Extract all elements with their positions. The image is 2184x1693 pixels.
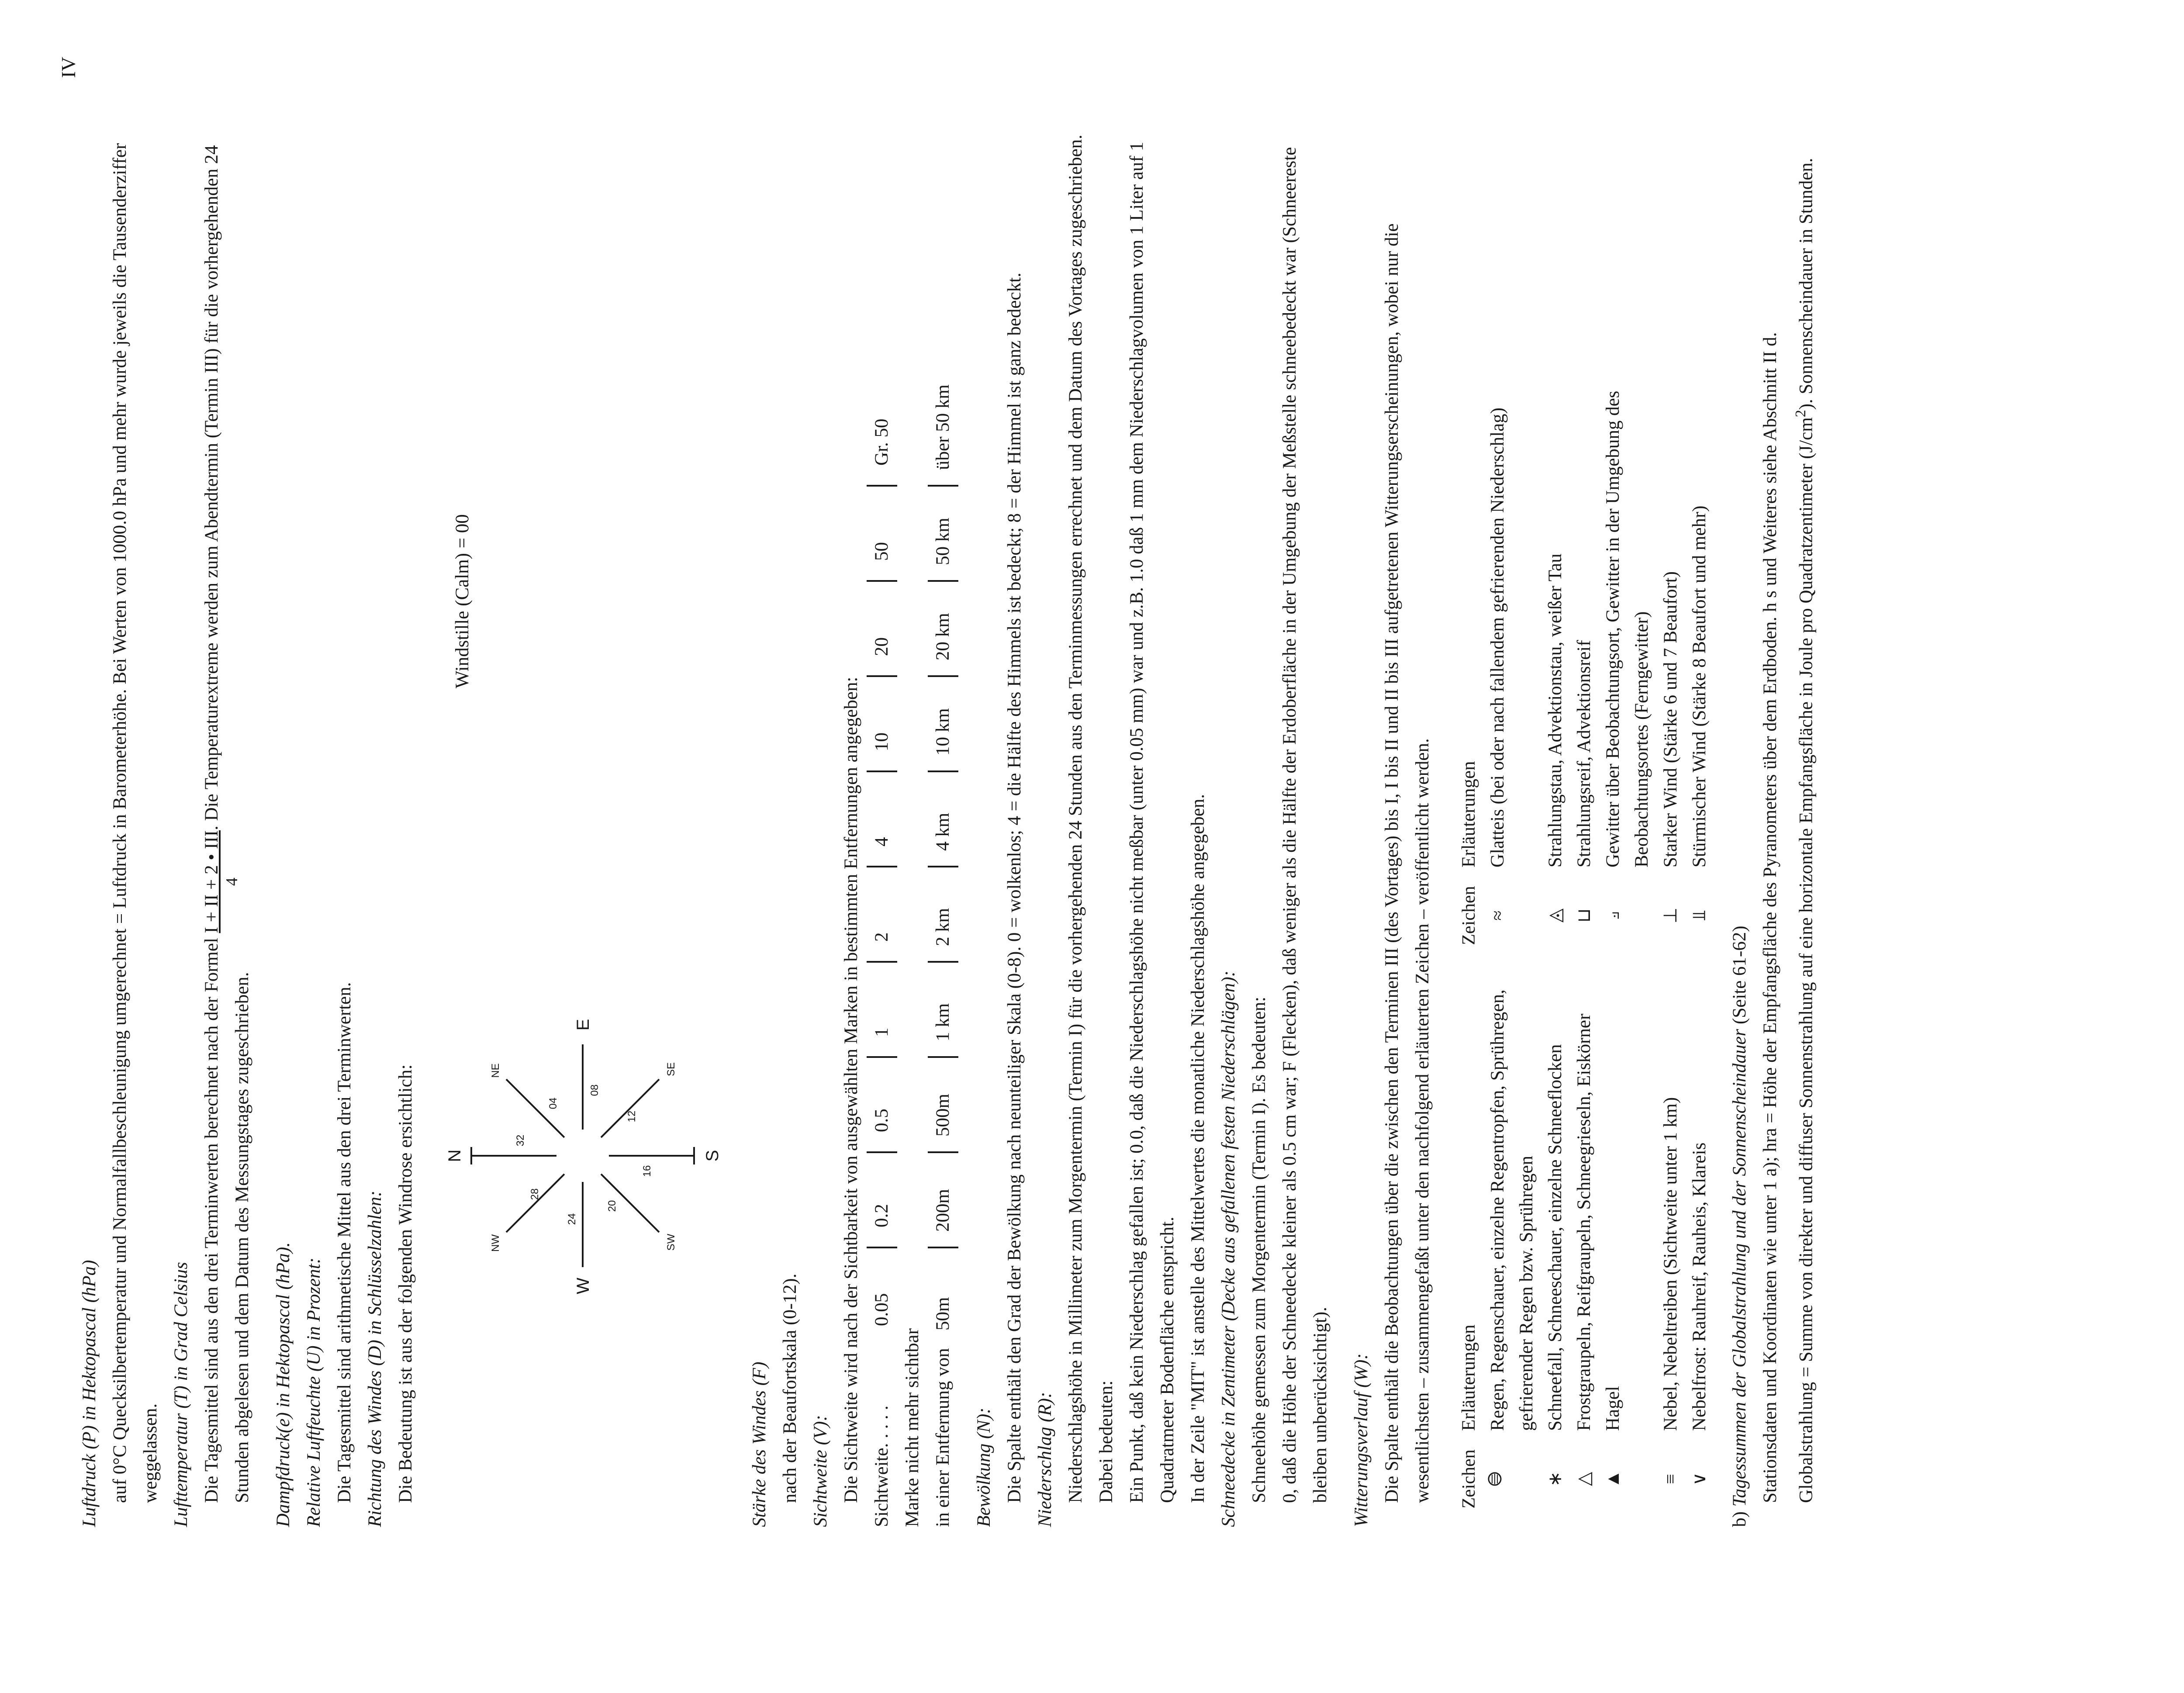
rose-label-s: S <box>703 1150 722 1162</box>
globalstrahlung-text-2 <box>1786 129 1821 1527</box>
visibility-distance: 2 km <box>928 867 958 963</box>
visibility-distance: 4 km <box>928 772 958 867</box>
visibility-row-label: in einer Entfernung von <box>933 1348 953 1527</box>
globalstrahlung-heading-prefix: b) <box>1729 1506 1750 1527</box>
witterungsverlauf-heading: Witterungsverlauf (W): <box>1351 1353 1372 1527</box>
snow-symbol-icon: ∗ <box>1545 1471 1565 1487</box>
visibility-table <box>867 129 958 1527</box>
windrichtung-text: Die Bedeutung ist aus der folgenden Windrose ersichtlich: <box>395 1064 416 1503</box>
rose-code-se: 12 <box>626 1110 638 1123</box>
lufttemperatur-text <box>197 129 258 1527</box>
rose-label-se: SE <box>665 1062 677 1077</box>
visibility-value: 0.2 <box>867 1153 897 1248</box>
page-number: IV <box>57 57 79 78</box>
visibility-row-label: Marke nicht mehr sichtbar <box>902 1328 923 1527</box>
niederschlag-text-3: In der Zeile "MIT" ist anstelle des Mittelwertes die monatliche Niederschlagshöhe angegeben. <box>1188 794 1208 1503</box>
sichtweite-text: Die Sichtweite wird nach der Sichtbarkeit von ausgewählten Marken in bestimmten Entfernungen angegeben: <box>841 677 861 1503</box>
niederschlag-text-1: Niederschlagshöhe in Millimeter zum Morgentermin (Termin I) für die vorhergehenden 24 Stunden aus den Terminmessungen errechnet und dem Datum des Vortages zugeschrieben. Dabei bedeuten: <box>1065 135 1116 1503</box>
symbols-header-desc: Erläuterungen <box>1458 761 1479 867</box>
schneedecke-text-1: Schneehöhe gemessen zum Morgentermin (Termin I). Es bedeuten: <box>1249 996 1269 1503</box>
rose-line-se <box>601 1079 659 1137</box>
symbol-description: Hagel <box>1603 1386 1623 1431</box>
rose-label-n: N <box>445 1149 464 1162</box>
rose-line-nw <box>506 1174 564 1232</box>
globalstrahlung-heading-italic: Tagessummen der Globalstrahlung und der Sonnenscheindauer <box>1729 1029 1750 1507</box>
lufttemperatur-text-before: Die Tagesmittel sind aus den drei Terminwerten berechnet nach der Formel <box>201 938 222 1503</box>
schneedecke-text-2: 0, daß die Höhe der Schneedecke kleiner als 0.5 cm war; F (Flecken), daß weniger als die Hälfte der Erdoberfläche in der Umgebung der Meßstelle schneebedeckt war (Schneereste bleiben unberücksichtigt). <box>1279 147 1330 1503</box>
globalstrahlung-heading-suffix: (Seite 61-62) <box>1729 926 1750 1029</box>
rain-symbol-icon <box>1483 1431 1541 1527</box>
weather-symbols-table <box>1455 129 1714 1527</box>
visibility-value: 20 <box>867 582 897 677</box>
windrichtung-heading: Richtung des Windes (D) in Schlüsselzahlen: <box>365 1190 385 1527</box>
formula-denominator: 4 <box>223 878 241 886</box>
rose-code-n: 32 <box>515 1134 526 1147</box>
niederschlag-heading: Niederschlag (R): <box>1035 1392 1055 1527</box>
wind-rose-diagram <box>430 1003 736 1309</box>
visibility-distance: über 50 km <box>928 391 958 487</box>
rose-code-e: 08 <box>589 1084 601 1096</box>
sichtweite-heading: Sichtweite (V): <box>810 1415 831 1527</box>
symbol-description: Stürmischer Wind (Stärke 8 Beaufort und mehr) <box>1689 505 1710 867</box>
visibility-value: 0.05 <box>871 1293 892 1326</box>
rose-code-s: 16 <box>641 1165 653 1177</box>
windstaerke-text: nach der Beaufortskala (0-12). <box>780 1273 800 1503</box>
temperature-formula <box>197 830 241 933</box>
wind-rose-area <box>430 129 744 1527</box>
rose-label-sw: SW <box>665 1233 677 1251</box>
rose-code-w: 24 <box>566 1213 578 1225</box>
visibility-value: Gr. 50 <box>867 391 897 487</box>
hail-symbol-icon: ▲ <box>1603 1470 1623 1488</box>
relative-feuchte-text: Die Tagesmittel sind arithmetische Mittel aus den drei Terminwerten. <box>334 982 355 1503</box>
luftdruck-heading: Luftdruck (P) in Hektopascal (hPa) <box>79 1260 100 1527</box>
symbol-description: Nebelfrost: Rauhreif, Rauheis, Klareis <box>1689 1142 1710 1431</box>
rime-symbol-icon: ∨ <box>1690 1472 1710 1486</box>
bewoelkung-heading: Bewölkung (N): <box>974 1407 994 1527</box>
rose-label-ne: NE <box>490 1063 501 1078</box>
graupel-symbol-icon: △ <box>1574 1472 1594 1486</box>
visibility-distance: 500m <box>928 1058 958 1153</box>
symbol-description: Regen, Regenschauer, einzelne Regentropfen, Sprühregen, gefrierender Regen bzw. Sprühregen <box>1487 989 1537 1431</box>
visibility-distance: 200m <box>928 1153 958 1248</box>
symbol-description: Strahlungstau, Advektionstau, weißer Tau <box>1545 553 1565 867</box>
visibility-value: 1 <box>867 963 897 1058</box>
relative-feuchte-heading: Relative Luftfeuchte (U) in Prozent: <box>304 1258 324 1527</box>
rose-label-nw: NW <box>490 1234 501 1252</box>
symbol-description: Strahlungsreif, Advektionsreif <box>1574 640 1594 867</box>
dampfdruck-heading: Dampfdruck(e) in Hektopascal (hPa). <box>273 1242 294 1527</box>
globalstrahlung-text-2-after: ). Sonnenscheindauer in Stunden. <box>1796 158 1817 410</box>
wind-calm-note: Windstille (Calm) = 00 <box>452 514 473 688</box>
symbol-description: Schneefall, Schneeschauer, einzelne Schneeflocken <box>1545 1044 1565 1431</box>
lufttemperatur-text-after: . Die Temperaturextreme werden zum Abendtermin (Termin III) für die vorhergehenden 24 Stunden abgelesen und dem Datum des Messungstages zugeschrieben. <box>201 145 252 1503</box>
visibility-distance: 50m <box>933 1297 953 1330</box>
rose-label-w: W <box>574 1278 593 1294</box>
visibility-value: 10 <box>867 677 897 772</box>
glaze-symbol-icon: ≈ <box>1488 910 1508 921</box>
rose-code-ne: 04 <box>547 1097 559 1109</box>
dew-symbol-icon: ◬ <box>1545 908 1565 923</box>
symbol-description: Gewitter über Beobachtungsort, Gewitter in der Umgebung des Beobachtungsortes (Ferngewitter) <box>1603 390 1652 867</box>
visibility-value: 4 <box>867 772 897 867</box>
page-content <box>74 129 1821 1527</box>
symbols-header-sign: Zeichen <box>1459 886 1479 945</box>
symbol-description: Nebel, Nebeltreiben (Sichtweite unter 1 km) <box>1660 1097 1681 1431</box>
visibility-value: 2 <box>867 867 897 963</box>
symbol-description: Frostgraupeln, Reifgraupeln, Schneegrieseln, Eiskörner <box>1574 1013 1594 1431</box>
visibility-distance: 1 km <box>928 963 958 1058</box>
formula-numerator: I + II + 2 • III <box>201 830 222 933</box>
symbol-description: Glatteis (bei oder nach fallendem gefrierenden Niederschlag) <box>1487 408 1508 867</box>
symbols-header-sign: Zeichen <box>1459 1449 1479 1509</box>
witterungsverlauf-text: Die Spalte enthält die Beobachtungen über die zwischen den Terminen III (des Vortages) bis I, I bis II und II bis III aufgetretenen Witterungserscheinungen, wobei nur die wesentlichsten – zusammengefaßt unter den nachfolgend erläuterten Zeichen – veröffentlicht werden. <box>1382 223 1433 1503</box>
visibility-value: 50 <box>867 487 897 582</box>
visibility-value: 0.5 <box>867 1058 897 1153</box>
thunderstorm-symbol-icon: ⟓ <box>1603 911 1623 920</box>
visibility-row-label: Sichtweite. . . . . <box>871 1405 892 1527</box>
hoarfrost-symbol-icon: ⊔ <box>1574 908 1594 923</box>
rose-code-nw: 28 <box>529 1188 541 1200</box>
globalstrahlung-text-2-before: Globalstrahlung = Summe von direkter und diffuser Sonnenstrahlung auf eine horizontale Empfangsfläche in Joule pro Quadratzentimeter (J/cm <box>1796 417 1817 1503</box>
bewoelkung-text: Die Spalte enthält den Grad der Bewölkung nach neunteiliger Skala (0-8). 0 = wolkenlos; 4 = die Hälfte des Himmels ist bedeckt; 8 = der Himmel ist ganz bedeckt. <box>1004 273 1025 1503</box>
visibility-distance: 10 km <box>928 677 958 772</box>
globalstrahlung-superscript: 2 <box>1793 410 1809 418</box>
globalstrahlung-heading <box>1724 129 1755 1527</box>
rose-label-e: E <box>574 1019 593 1031</box>
wind-rose-lines <box>471 1044 694 1267</box>
visibility-distance: 20 km <box>928 582 958 677</box>
symbol-description: Starker Wind (Stärke 6 und 7 Beaufort) <box>1660 571 1681 867</box>
rose-code-sw: 20 <box>606 1200 618 1212</box>
windstaerke-heading: Stärke des Windes (F) <box>749 1361 770 1527</box>
fog-symbol-icon: ≡ <box>1661 1474 1681 1484</box>
niederschlag-text-2: Ein Punkt, daß kein Niederschlag gefallen ist; 0.0, daß die Niederschlagshöhe nicht meßbar (unter 0.05 mm) war und z.B. 1.0 daß 1 mm dem Niederschlagvolumen von 1 Liter auf 1 Quadratmeter Bodenfläche entspricht. <box>1127 142 1178 1503</box>
globalstrahlung-text-1: Stationsdaten und Koordinaten wie unter 1 a); hra = Höhe der Empfangsfläche des Pyranometers über dem Erdboden. h s und Weiteres siehe Abschnitt II d. <box>1760 332 1780 1503</box>
symbols-header-desc: Erläuterungen <box>1458 1324 1479 1431</box>
schneedecke-heading: Schneedecke in Zentimeter (Decke aus gefallenen festen Niederschlägen): <box>1218 971 1239 1527</box>
strong-wind-symbol-icon: ⊥ <box>1661 907 1681 924</box>
luftdruck-text: auf 0°C Quecksilbertemperatur und Normalfallbeschleunigung umgerechnet = Luftdruck in Barometerhöhe. Bei Werten von 1000.0 hPa und mehr wurde jeweils die Tausenderziffer weggelassen. <box>110 143 161 1503</box>
visibility-distance: 50 km <box>928 487 958 582</box>
lufttemperatur-heading: Lufttemperatur (T) in Grad Celsius <box>171 1262 191 1527</box>
storm-wind-symbol-icon: ⫫ <box>1690 910 1710 921</box>
